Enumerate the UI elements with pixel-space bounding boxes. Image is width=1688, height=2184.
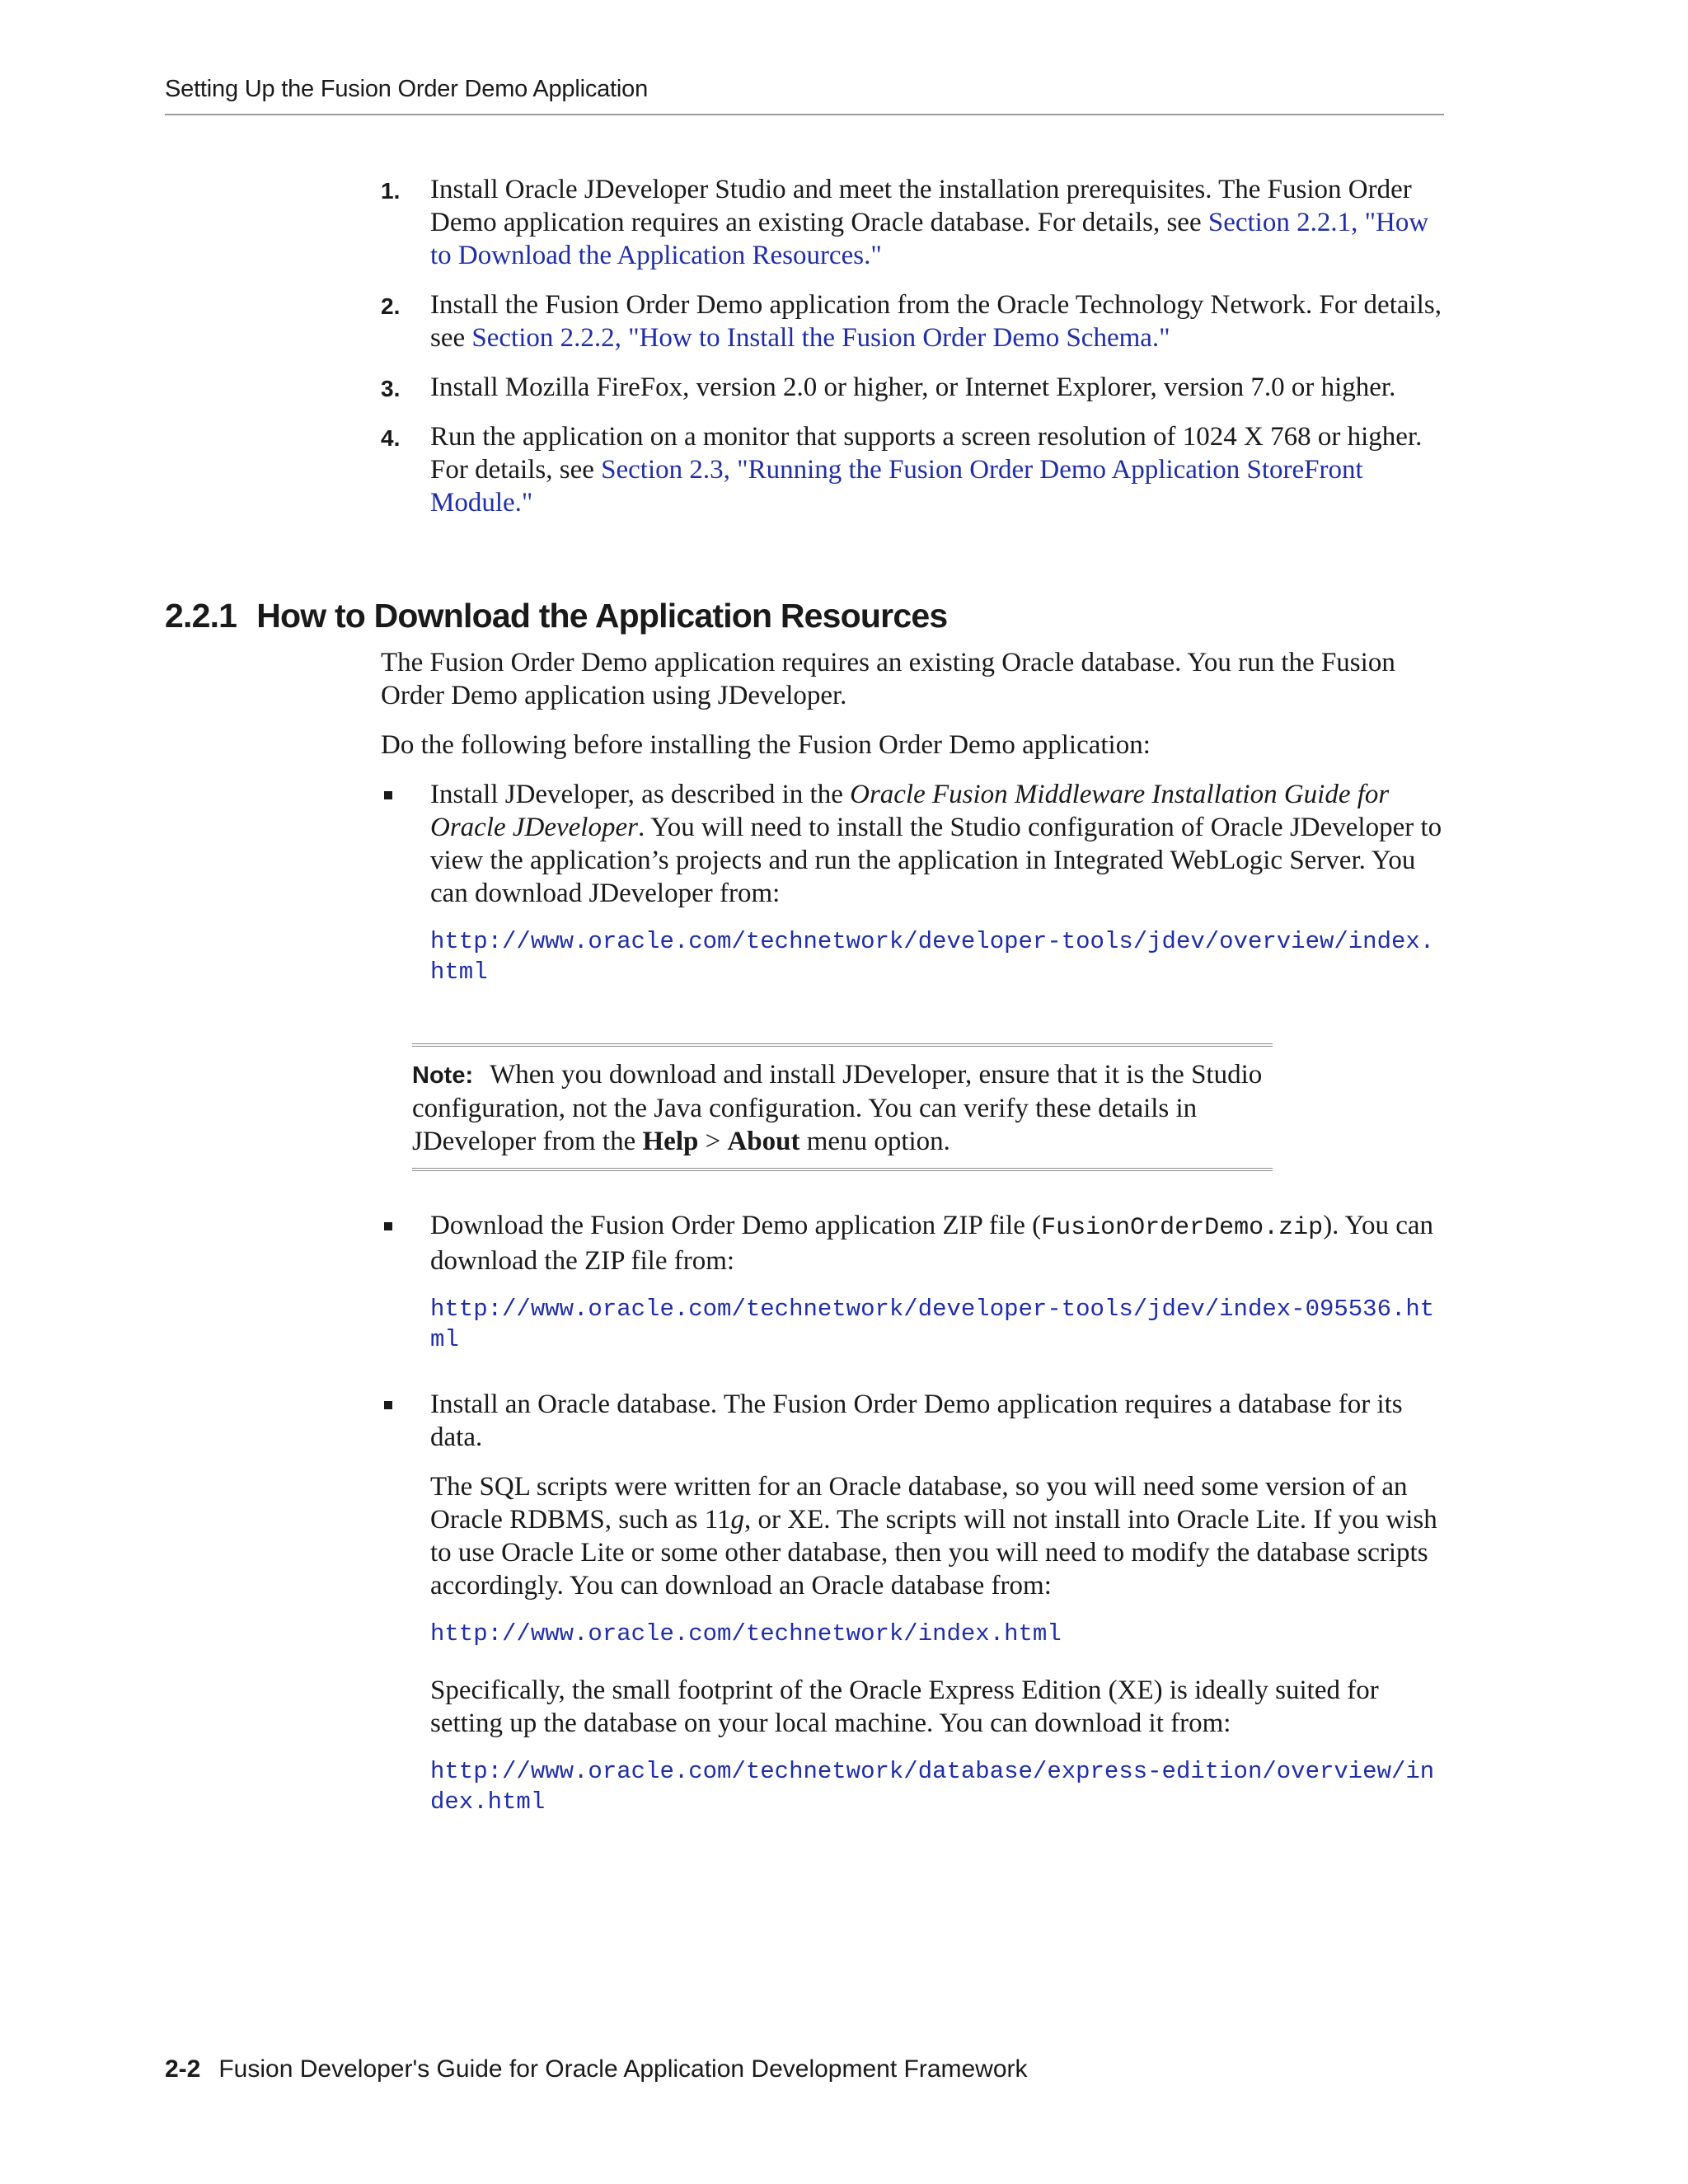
page-footer <box>165 2055 1028 2083</box>
book-title: Oracle Fusion Middleware Installation Guide for Oracle JDeveloper <box>430 780 1390 842</box>
menu-about: About <box>727 1127 800 1156</box>
section-heading <box>165 597 947 635</box>
zip-download-url[interactable]: http://www.oracle.com/technetwork/developer-tools/jdev/index-095536.html <box>430 1296 1435 1353</box>
step-number: 2. <box>381 293 401 319</box>
note-box <box>412 1043 1273 1171</box>
xe-download-url[interactable]: http://www.oracle.com/technetwork/database/express-edition/overview/index.html <box>430 1758 1435 1816</box>
footer-book-title: Fusion Developer's Guide for Oracle Application Development Framework <box>218 2055 1028 2083</box>
note-text: When you download and install JDeveloper, ensure that it is the Studio configuration, not the Java configuration. You can verify these details in JDeveloper from the <box>412 1060 1263 1156</box>
bullet-marker <box>384 1222 392 1230</box>
version-g: g <box>730 1505 744 1535</box>
step-item <box>381 371 1444 404</box>
database-download-url[interactable]: http://www.oracle.com/technetwork/index.html <box>430 1620 1062 1647</box>
step-link[interactable]: Section 2.2.2, "How to Install the Fusion Order Demo Schema." <box>471 323 1170 353</box>
running-header: Setting Up the Fusion Order Demo Application <box>165 76 649 102</box>
section-number: 2.2.1 <box>165 597 237 635</box>
intro-paragraph: The Fusion Order Demo application requires an existing Oracle database. You run the Fusion Order Demo application using JDeveloper. <box>381 648 1395 710</box>
step-item <box>381 288 1444 354</box>
jdeveloper-download-url[interactable]: http://www.oracle.com/technetwork/developer-tools/jdev/overview/index.html <box>430 928 1435 986</box>
xe-paragraph: Specifically, the small footprint of the Oracle Express Edition (XE) is ideally suited for setting up the database on your local machine. You can download it from: <box>430 1675 1379 1738</box>
page-number: 2-2 <box>165 2055 201 2083</box>
step-text: Run the application on a monitor that supports a screen resolution of 1024 X 768 or higher. For details, see <box>430 422 1423 485</box>
step-link[interactable]: Section 2.2.1, "How to Download the Application Resources." <box>430 208 1429 270</box>
step-item <box>381 420 1444 519</box>
note-text-end: menu option. <box>799 1127 950 1156</box>
bullet-item-zip <box>381 1209 1444 1355</box>
bullet-item-database <box>381 1388 1444 1817</box>
step-number: 1. <box>381 178 401 204</box>
sql-text-part: , or XE. The scripts will not install into Oracle Lite. If you wish to use Oracle Lite or some other database, then you will need to modify the database scripts accordingly. You can download an Oracle database from: <box>430 1505 1437 1601</box>
bullet-text: Install an Oracle database. The Fusion Order Demo application requires a database for its data. <box>430 1390 1403 1452</box>
step-number: 4. <box>381 425 401 451</box>
section-title: How to Download the Application Resources <box>256 597 948 635</box>
menu-help: Help <box>642 1127 699 1156</box>
step-item <box>381 173 1444 272</box>
note-label: Note: <box>412 1062 474 1089</box>
bullet-marker <box>384 791 392 799</box>
bullet-text-part: . You will need to install the Studio configuration of Oracle JDeveloper to view the application’s projects and run the application in Integrated WebLogic Server. You can download JDeveloper from: <box>430 813 1442 908</box>
step-link[interactable]: Section 2.3, "Running the Fusion Order Demo Application StoreFront Module." <box>430 455 1363 518</box>
menu-separator: > <box>698 1127 728 1156</box>
zip-filename: FusionOrderDemo.zip <box>1041 1214 1324 1242</box>
numbered-steps-list <box>381 173 1444 536</box>
sql-paragraph <box>430 1470 1444 1602</box>
bullet-text-part: Download the Fusion Order Demo application ZIP file ( <box>430 1211 1042 1240</box>
bullet-text <box>430 778 1444 910</box>
step-text: Install Oracle JDeveloper Studio and meet the installation prerequisites. The Fusion Order Demo application requires an existing Oracle database. For details, see <box>430 175 1412 237</box>
bullet-text <box>430 1209 1444 1277</box>
intro-paragraph: Do the following before installing the Fusion Order Demo application: <box>381 730 1151 760</box>
sql-text-part: The SQL scripts were written for an Oracle database, so you will need some version of an Oracle RDBMS, such as 11 <box>430 1472 1408 1535</box>
bullet-text-part: ). You can download the ZIP file from: <box>430 1211 1434 1276</box>
bullet-marker <box>384 1401 392 1409</box>
bullet-item-jdeveloper <box>381 778 1444 1171</box>
section-body <box>381 646 1444 1834</box>
header-rule <box>165 114 1444 115</box>
step-text: Install the Fusion Order Demo application from the Oracle Technology Network. For details, see <box>430 290 1442 353</box>
step-text: Install Mozilla FireFox, version 2.0 or higher, or Internet Explorer, version 7.0 or higher. <box>430 373 1396 402</box>
bullet-text-part: Install JDeveloper, as described in the <box>430 780 851 809</box>
step-number: 3. <box>381 376 401 401</box>
